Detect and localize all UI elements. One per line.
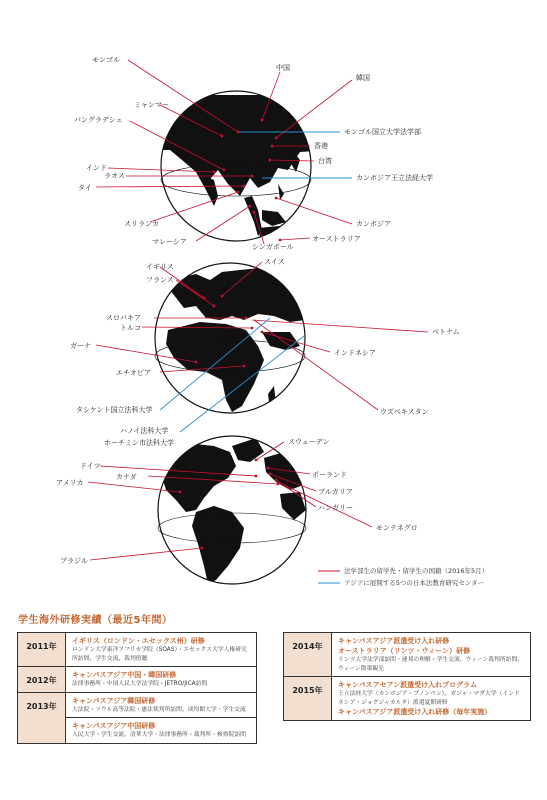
table-row	[18, 693, 256, 743]
label-thailand: タイ	[78, 184, 92, 192]
section-title: 学生海外研修実績（最近5年間）	[18, 615, 173, 626]
label-ghana: ガーナ	[70, 342, 91, 350]
year-cell: 2015年	[284, 677, 332, 720]
program-desc: 王立法経大学（カンボジア・プノンペン）、ガジャ・マダ大学（インドネシア・ジョグジャカルタ）派遣夏期研修	[338, 691, 520, 706]
label-cambodia: カンボジア	[356, 220, 391, 228]
table-row	[18, 667, 256, 693]
label-canada: カナダ	[116, 473, 137, 481]
program-desc: 人民大学・学生交流、清華大学・法律事務所・裁判所・検察院訪問	[72, 732, 246, 738]
label-bangladesh: バングラデシュ	[74, 116, 123, 124]
label-china: 中国	[276, 64, 290, 72]
program-title: オーストラリア（リンツ・ウィーン）研修	[338, 647, 471, 655]
label-india: インド	[86, 164, 107, 172]
program-entry	[66, 717, 256, 743]
label-mongolia-center: モンゴル国立大学法学部	[344, 128, 421, 136]
program-table-left	[17, 632, 257, 744]
label-germany: ドイツ	[80, 462, 101, 470]
label-mongolia: モンゴル	[92, 56, 120, 64]
label-australia: オーストラリア	[312, 235, 361, 243]
program-entry	[332, 633, 530, 676]
label-america: アメリカ	[56, 479, 84, 487]
program-title: キャンパスアジア中国研修	[72, 722, 156, 730]
program-entry	[66, 693, 256, 718]
program-desc: 法律事務所・中国人民大学法学院・JETRO/JICA訪問	[72, 681, 208, 687]
program-desc: リンツ大学法学部訪問・連邦の理解・学生交流、ウィーン裁判所訪問、ウィーン散策観光	[338, 657, 524, 672]
label-singapore: シンガポール	[252, 243, 294, 251]
label-cambodia-center: カンボジア王立法経大学	[356, 174, 433, 182]
legend-red-label: 法学部生の留学先・留学生の国籍（2016年5月）	[344, 567, 489, 575]
label-poland: ポーランド	[312, 471, 347, 479]
label-korea: 韓国	[356, 74, 370, 82]
label-srilanka: スリランカ	[124, 220, 159, 228]
label-myanmar: ミャンマー	[134, 101, 169, 109]
label-hungary: ハンガリー	[318, 504, 353, 512]
year-cell: 2011年	[18, 633, 66, 666]
program-entry	[66, 667, 256, 692]
label-slovakia: スロバキア	[106, 314, 141, 322]
table-row	[284, 677, 530, 720]
globe-americas	[158, 436, 306, 584]
program-desc: 大法院・ソウル高等法院・憲法裁判所訪問、成均館大学・学生交流	[72, 706, 246, 713]
label-ethiopia: エチオピア	[116, 369, 151, 377]
year-cell: 2013年	[18, 693, 66, 743]
label-hanoi: ハノイ法科大学	[120, 427, 169, 435]
label-sweden: スウェーデン	[288, 438, 330, 446]
legend-blue-label: アジアに展開する5つの日本法教育研究センター	[344, 579, 485, 587]
label-malaysia: マレーシア	[152, 238, 187, 246]
label-uzbekistan: ウズベキスタン	[380, 408, 429, 416]
label-uk: イギリス	[146, 263, 174, 271]
label-tashkent: タシケント国立法科大学	[76, 406, 153, 414]
program-title: キャンパスアジア派遣受け入れ研修	[338, 637, 450, 645]
year-cell: 2012年	[18, 667, 66, 692]
program-entry	[332, 677, 530, 720]
program-entry	[66, 633, 256, 666]
label-taiwan: 台湾	[318, 157, 332, 165]
program-desc: ロンドン大学東洋アフリカ学院（SOAS）・エセックス大学人権研究所訪問、学生交流、裁判傍聴	[72, 647, 247, 662]
label-vietnam: ベトナム	[432, 328, 460, 336]
label-hochiminh: ホーチミン市法科大学	[104, 439, 174, 447]
label-turkey: トルコ	[120, 324, 141, 332]
year-cell: 2014年	[284, 633, 332, 676]
label-indonesia: インドネシア	[334, 349, 376, 357]
label-swiss: スイス	[264, 258, 285, 266]
map-legend	[318, 566, 488, 587]
table-row	[284, 633, 530, 677]
program-title: キャンパスアセアン派遣受け入れプログラム	[338, 681, 478, 689]
program-title: キャンパスアジア派遣受け入れ研修（毎年実施）	[338, 708, 492, 716]
label-brazil: ブラジル	[60, 557, 88, 565]
table-row	[18, 633, 256, 667]
label-france: フランス	[146, 276, 174, 284]
label-bulgaria: ブルガリア	[318, 488, 353, 496]
label-hongkong: 香港	[314, 142, 328, 150]
program-table-right	[283, 632, 531, 721]
program-title: イギリス（ロンドン・エセックス州）研修	[72, 637, 205, 645]
globe-asia	[161, 91, 330, 246]
label-montenegro: モンテネグロ	[376, 524, 418, 532]
program-title: キャンパスアジア中国・韓国研修	[72, 671, 177, 679]
label-laos: ラオス	[104, 172, 125, 180]
program-title: キャンパスアジア韓国研修	[72, 696, 156, 705]
